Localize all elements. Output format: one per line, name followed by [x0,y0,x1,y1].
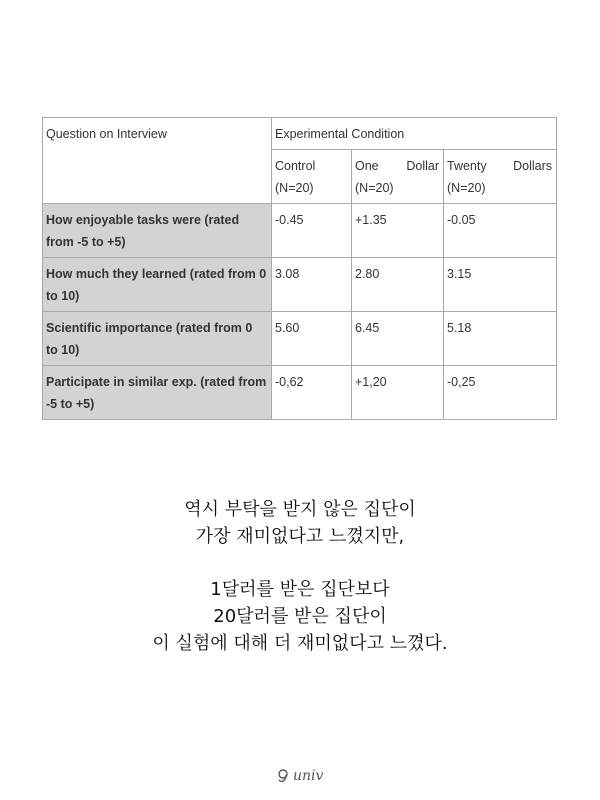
condition-header-one-dollar: One Dollar (N=20) [352,150,444,204]
condition-header-twenty-dollars: Twenty Dollars (N=20) [444,150,557,204]
question-cell: How much they learned (rated from 0 to 10) [43,258,272,312]
value-cell: 2.80 [352,258,444,312]
value-cell: +1.35 [352,204,444,258]
question-cell: Scientific importance (rated from 0 to 10) [43,312,272,366]
value-cell: +1,20 [352,366,444,420]
question-column-header: Question on Interview [43,118,272,204]
value-cell: 6.45 [352,312,444,366]
caption-line: 20달러를 받은 집단이 [213,606,387,627]
logo-mark-icon [277,768,289,784]
condition-group-header: Experimental Condition [272,118,557,150]
value-cell: -0,25 [444,366,557,420]
question-cell: How enjoyable tasks were (rated from -5 to +5) [43,204,272,258]
caption-line: 역시 부탁을 받지 않은 집단이 [184,499,416,520]
caption-line: 1달러를 받은 집단보다 [210,579,390,600]
value-cell: 5.18 [444,312,557,366]
univ-logo [0,768,600,784]
value-cell: -0.45 [272,204,352,258]
question-cell: Participate in similar exp. (rated from -5 to +5) [43,366,272,420]
header-row-1 [43,118,557,150]
caption-line: 이 실험에 대해 더 재미없다고 느꼈다. [152,633,448,654]
logo-text: univ [293,768,324,784]
table-row [43,366,557,420]
caption-line: 가장 재미없다고 느꼈지만, [195,526,405,547]
condition-header-control: Control (N=20) [272,150,352,204]
value-cell: 5.60 [272,312,352,366]
results-table [42,117,557,420]
value-cell: -0,62 [272,366,352,420]
value-cell: 3.15 [444,258,557,312]
table-row [43,204,557,258]
value-cell: -0.05 [444,204,557,258]
table-row [43,312,557,366]
table-row [43,258,557,312]
value-cell: 3.08 [272,258,352,312]
